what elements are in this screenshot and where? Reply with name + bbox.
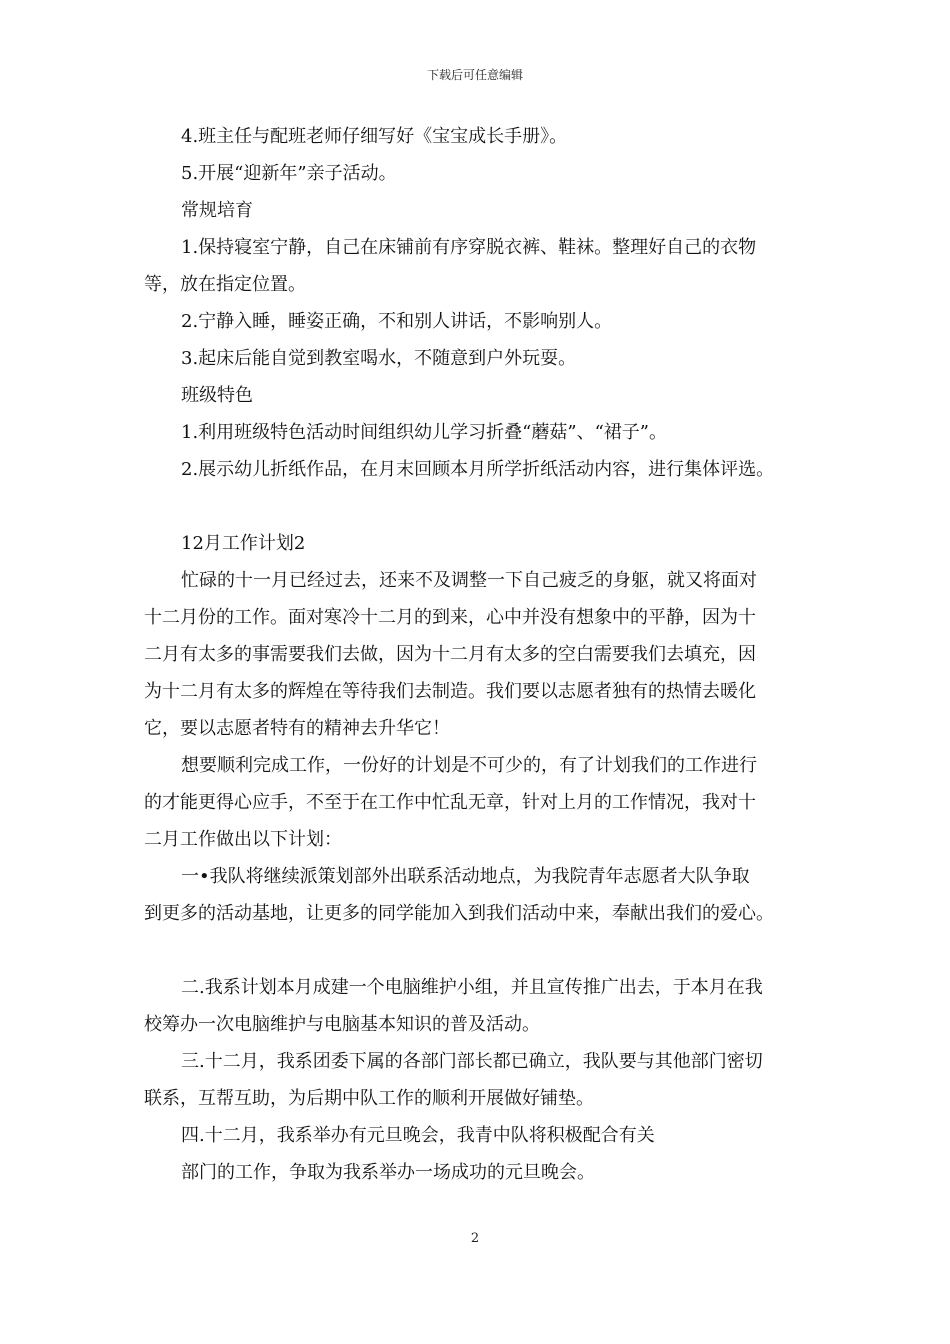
text-line: 3.起床后能自觉到教室喝水，不随意到户外玩耍。 <box>181 348 577 369</box>
text-line: 到更多的活动基地，让更多的同学能加入到我们活动中来，奉献出我们的爱心。 <box>144 903 774 924</box>
page-header: 下载后可任意编辑 <box>426 68 523 82</box>
text-line: 2.宁静入睡，睡姿正确，不和别人讲话，不影响别人。 <box>181 311 613 332</box>
text-line: 三.十二月，我系团委下属的各部门部长都已确立，我队要与其他部门密切 <box>181 1051 763 1072</box>
text-line: 十二月份的工作。面对寒冷十二月的到来，心中并没有想象中的平静，因为十 <box>144 607 756 628</box>
blank-line <box>144 488 824 525</box>
text-line: 一•我队将继续派策划部外出联系活动地点，为我院青年志愿者大队争取 <box>181 866 750 887</box>
text-line: 班级特色 <box>181 385 253 406</box>
text-line: 1.利用班级特色活动时间组织幼儿学习折叠“蘑菇”、“裙子”。 <box>181 422 667 443</box>
page-number: 2 <box>470 1231 480 1246</box>
text-line: 二月工作做出以下计划： <box>144 829 342 850</box>
text-line: 常规培育 <box>181 200 253 221</box>
text-line: 等，放在指定位置。 <box>144 274 306 295</box>
text-line: 5.开展“迎新年”亲子活动。 <box>181 163 397 184</box>
text-line: 校筹办一次电脑维护与电脑基本知识的普及活动。 <box>144 1014 540 1035</box>
text-line: 二月有太多的事需要我们去做，因为十二月有太多的空白需要我们去填充，因 <box>144 644 756 665</box>
blank-line <box>144 932 824 969</box>
text-line: 为十二月有太多的辉煌在等待我们去制造。我们要以志愿者独有的热情去暖化 <box>144 681 756 702</box>
text-line: 忙碌的十一月已经过去，还来不及调整一下自己疲乏的身躯，就又将面对 <box>181 570 757 591</box>
text-line: 二.我系计划本月成建一个电脑维护小组，并且宣传推广出去，于本月在我 <box>181 977 763 998</box>
text-line: 12月工作计划2 <box>181 533 306 554</box>
document-body <box>144 118 824 1191</box>
text-line: 四.十二月，我系举办有元旦晚会，我青中队将积极配合有关 <box>181 1125 655 1146</box>
text-line: 4.班主任与配班老师仔细写好《宝宝成长手册》。 <box>181 126 568 147</box>
text-line: 2.展示幼儿折纸作品，在月末回顾本月所学折纸活动内容，进行集体评选。 <box>181 459 775 480</box>
text-line: 联系，互帮互助，为后期中队工作的顺利开展做好铺垫。 <box>144 1088 594 1109</box>
text-line: 的才能更得心应手，不至于在工作中忙乱无章，针对上月的工作情况，我对十 <box>144 792 756 813</box>
text-line: 1.保持寝室宁静，自己在床铺前有序穿脱衣裤、鞋袜。整理好自己的衣物 <box>181 237 757 258</box>
text-line: 想要顺利完成工作，一份好的计划是不可少的，有了计划我们的工作进行 <box>181 755 757 776</box>
text-line: 部门的工作，争取为我系举办一场成功的元旦晚会。 <box>181 1162 595 1183</box>
text-line: 它，要以志愿者特有的精神去升华它！ <box>144 718 450 739</box>
